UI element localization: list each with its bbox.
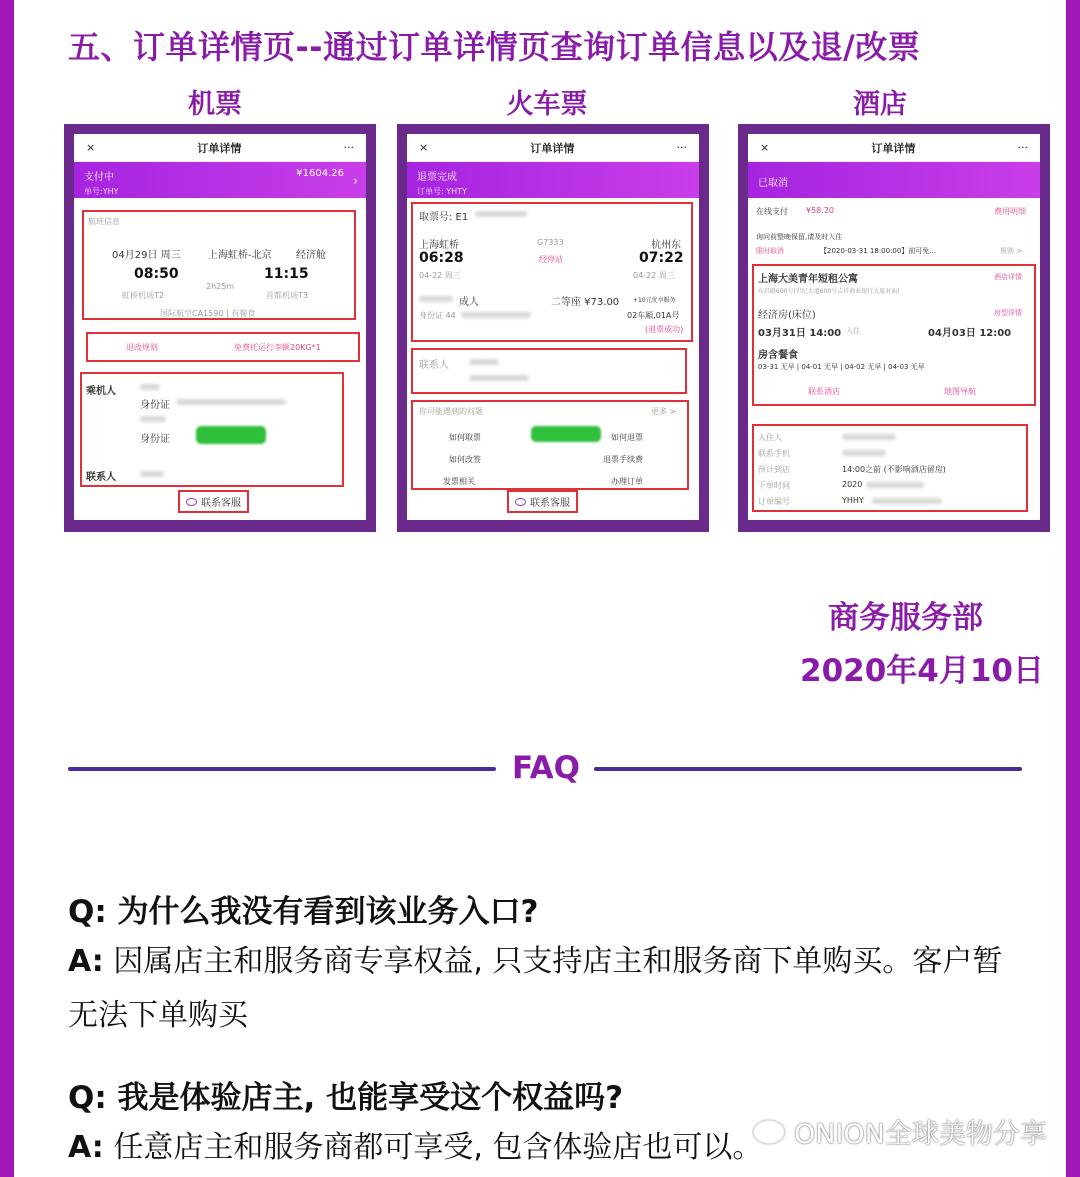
passenger-label: 乘机人 bbox=[86, 386, 116, 397]
train-passenger-blur bbox=[419, 296, 453, 302]
cancel-text: 【2020-03-31 18:00:00】前可免... bbox=[820, 247, 937, 255]
rules-link[interactable]: 规则 > bbox=[1000, 247, 1023, 255]
ticket-number-blur bbox=[475, 211, 527, 217]
train-id-blur bbox=[461, 312, 531, 318]
id-label: 身份证 bbox=[140, 400, 170, 411]
train-contact-label: 联系人 bbox=[419, 360, 449, 371]
order-time-label: 下单时间 bbox=[758, 481, 790, 490]
train-status: 退票完成 bbox=[417, 172, 457, 183]
flight-status-banner[interactable] bbox=[74, 162, 366, 198]
flight-arrival-airport: 首都机场T3 bbox=[266, 291, 308, 300]
faq-divider-right bbox=[594, 767, 1022, 771]
train-contact-phone-blur bbox=[469, 375, 529, 381]
flight-arrival-time: 11:15 bbox=[264, 266, 309, 282]
train-contact-box bbox=[411, 348, 687, 394]
refund-status: (退票成功) bbox=[645, 325, 684, 334]
flight-departure-airport: 虹桥机场T2 bbox=[122, 291, 164, 300]
passenger-name-blur bbox=[140, 384, 160, 390]
flight-cabin: 经济舱 bbox=[296, 250, 326, 261]
column-title-hotel: 酒店 bbox=[853, 89, 907, 120]
order-number-blur bbox=[872, 498, 942, 504]
hotel-screen-title: 订单详情 bbox=[871, 141, 916, 155]
hotel-status-banner bbox=[748, 162, 1040, 198]
column-title-flight: 机票 bbox=[188, 89, 242, 120]
passenger-type: 成人 bbox=[459, 297, 479, 308]
room-type: 经济房(床位) bbox=[758, 310, 816, 321]
wechat-icon bbox=[752, 1119, 786, 1145]
faq-more-link[interactable]: 更多 > bbox=[651, 407, 677, 416]
phone-blur bbox=[842, 450, 886, 456]
ticket-number: 取票号: E1 bbox=[419, 212, 469, 223]
chevron-right-icon: › bbox=[353, 174, 358, 188]
train-arrival-station: 杭州东 bbox=[651, 240, 681, 251]
column-title-train: 火车票 bbox=[506, 89, 588, 120]
meal-schedule: 03-31 无早 | 04-01 无早 | 04-02 无早 | 04-03 无早 bbox=[758, 363, 925, 371]
hotel-pay-label: 在线支付 bbox=[756, 207, 788, 216]
order-number-label: 订单编号 bbox=[758, 497, 790, 506]
order-time-blur bbox=[866, 482, 924, 488]
train-contact-name-blur bbox=[469, 359, 499, 365]
car-seat: 02车厢,01A号 bbox=[627, 311, 680, 320]
seat-price: 二等座 ¥73.00 bbox=[551, 297, 620, 308]
hotel-notice: 询问前整晚保留,请及时入住 bbox=[756, 233, 843, 241]
faq-item[interactable]: 如何退票 bbox=[611, 433, 643, 442]
flight-contact-label: 联系人 bbox=[86, 472, 116, 483]
train-departure-time: 06:28 bbox=[419, 250, 464, 266]
faq-title: FAQ bbox=[512, 750, 580, 786]
faq-item[interactable]: 发票相关 bbox=[443, 477, 475, 486]
faq-item[interactable]: 退票手续费 bbox=[603, 455, 643, 464]
fee-detail-link[interactable]: 费用明细 bbox=[994, 207, 1026, 216]
guest-label: 入住人 bbox=[758, 433, 782, 442]
flight-order-screenshot bbox=[64, 124, 376, 532]
flight-order-no: 单号:YHY bbox=[84, 187, 119, 196]
flight-amount: ¥1604.26 bbox=[296, 168, 344, 179]
close-icon[interactable]: × bbox=[760, 141, 770, 154]
chat-bubble-icon bbox=[186, 498, 197, 506]
close-icon[interactable]: × bbox=[86, 141, 96, 154]
train-topbar bbox=[407, 134, 699, 162]
more-icon[interactable]: ··· bbox=[1017, 141, 1028, 154]
contact-name-blur bbox=[140, 471, 164, 477]
id-number-blur bbox=[176, 399, 286, 405]
stop-stations-link[interactable]: 经停站 bbox=[539, 255, 563, 264]
checkout-time: 04月03日 12:00 bbox=[928, 328, 1012, 339]
train-number: G7333 bbox=[537, 238, 564, 247]
faq-divider-left bbox=[68, 767, 496, 771]
train-contact-service-button[interactable] bbox=[507, 490, 578, 513]
watermark bbox=[752, 1112, 1047, 1151]
service-label: 联系客服 bbox=[201, 498, 241, 509]
close-icon[interactable]: × bbox=[419, 141, 429, 154]
hotel-detail-link[interactable]: 酒店详情 bbox=[994, 273, 1022, 281]
chat-bubble-icon bbox=[515, 498, 526, 506]
train-departure-date: 04-22 周三 bbox=[419, 271, 461, 280]
more-icon[interactable]: ··· bbox=[343, 141, 354, 154]
train-departure-station: 上海虹桥 bbox=[419, 240, 459, 251]
contact-hotel-button[interactable]: 联系酒店 bbox=[808, 387, 840, 396]
more-icon[interactable]: ··· bbox=[676, 141, 687, 154]
flight-topbar bbox=[74, 134, 366, 162]
department-signature: 商务服务部 bbox=[828, 600, 983, 636]
faq-item[interactable]: 办理订单 bbox=[611, 477, 643, 486]
faq-item[interactable]: 如何改签 bbox=[449, 455, 481, 464]
train-status-banner bbox=[407, 162, 699, 198]
faq-box-title: 你可能遇到的问题 bbox=[419, 407, 483, 416]
seat-note: +10元优享服务 bbox=[633, 297, 676, 304]
flight-info-label: 航班信息 bbox=[88, 217, 120, 226]
order-time-value: 2020 bbox=[842, 480, 863, 489]
flight-date: 04月29日 周三 bbox=[112, 250, 181, 261]
watermark-text: ONION全球美物分享 bbox=[794, 1119, 1047, 1150]
flight-departure-time: 08:50 bbox=[134, 266, 179, 282]
hotel-name: 上海大美青年短租公寓 bbox=[758, 274, 858, 285]
baggage-link[interactable]: 免费托运行李额20KG*1 bbox=[234, 343, 321, 352]
guest-name-blur bbox=[842, 434, 896, 440]
hotel-status: 已取消 bbox=[758, 178, 788, 189]
train-arrival-time: 07:22 bbox=[639, 250, 684, 266]
hotel-order-screenshot bbox=[738, 124, 1050, 532]
faq-question: Q: 我是体验店主, 也能享受这个权益吗? bbox=[68, 1080, 624, 1116]
answer-text: 任意店主和服务商都可享受, 包含体验店也可以。 bbox=[103, 1130, 763, 1165]
faq-question: Q: 为什么我没有看到该业务入口? bbox=[68, 894, 539, 930]
train-id-label: 身份证 44 bbox=[419, 311, 456, 320]
flight-screen-title: 订单详情 bbox=[197, 141, 242, 155]
arrival-label: 预计到店 bbox=[758, 465, 790, 474]
redacted-id-green bbox=[196, 426, 266, 444]
flight-info-box bbox=[82, 210, 356, 320]
right-border bbox=[1066, 0, 1080, 1177]
hotel-topbar bbox=[748, 134, 1040, 162]
flight-route: 上海虹桥-北京 bbox=[208, 250, 272, 261]
hotel-address: 东昌路600号(世纪大道600号吉祥商业银行大厦对面) bbox=[758, 288, 900, 295]
refund-rules-link[interactable]: 退改规则 bbox=[126, 343, 158, 352]
train-arrival-date: 04-22 周三 bbox=[633, 271, 675, 280]
flight-number: 国际航空CA1590 | 有餐食 bbox=[160, 309, 256, 318]
flight-contact-service-button[interactable] bbox=[178, 490, 249, 513]
map-navigation-button[interactable]: 地图导航 bbox=[944, 387, 976, 396]
hotel-pay-amount: ¥58.20 bbox=[806, 206, 834, 215]
answer-prefix: A: bbox=[68, 1130, 104, 1165]
flight-duration: 2h25m bbox=[206, 282, 235, 291]
order-number-value: YHHY bbox=[842, 496, 864, 505]
flight-status: 支付中 bbox=[84, 172, 114, 183]
room-detail-link[interactable]: 房型详情 bbox=[994, 309, 1022, 317]
answer-text: 因属店主和服务商专享权益, 只支持店主和服务商下单购买。客户暂无法下单购买 bbox=[68, 944, 1003, 1033]
checkin-suffix: 入住 bbox=[846, 327, 860, 335]
section-heading: 五、订单详情页--通过订单详情页查询订单信息以及退/改票 bbox=[68, 28, 921, 66]
cancel-tag: 限时取消 bbox=[756, 247, 784, 255]
phone-label: 联系手机 bbox=[758, 449, 790, 458]
checkin-time: 03月31日 14:00 bbox=[758, 328, 842, 339]
faq-item[interactable]: 如何取票 bbox=[449, 433, 481, 442]
service-label: 联系客服 bbox=[530, 498, 570, 509]
meal-title: 房含餐食 bbox=[758, 350, 798, 361]
faq-answer bbox=[68, 935, 1018, 1043]
train-order-no: 订单号: YHTY bbox=[417, 187, 467, 196]
train-screen-title: 订单详情 bbox=[530, 141, 575, 155]
id-label-2: 身份证 bbox=[140, 434, 170, 445]
passenger-name2-blur bbox=[140, 416, 166, 422]
arrival-value: 14:00之前 (不影响酒店留房) bbox=[842, 465, 946, 474]
left-border bbox=[0, 0, 14, 1177]
redacted-green bbox=[531, 426, 601, 442]
train-order-screenshot bbox=[397, 124, 709, 532]
signature-date: 2020年4月10日 bbox=[800, 653, 1044, 689]
answer-prefix: A: bbox=[68, 944, 104, 979]
